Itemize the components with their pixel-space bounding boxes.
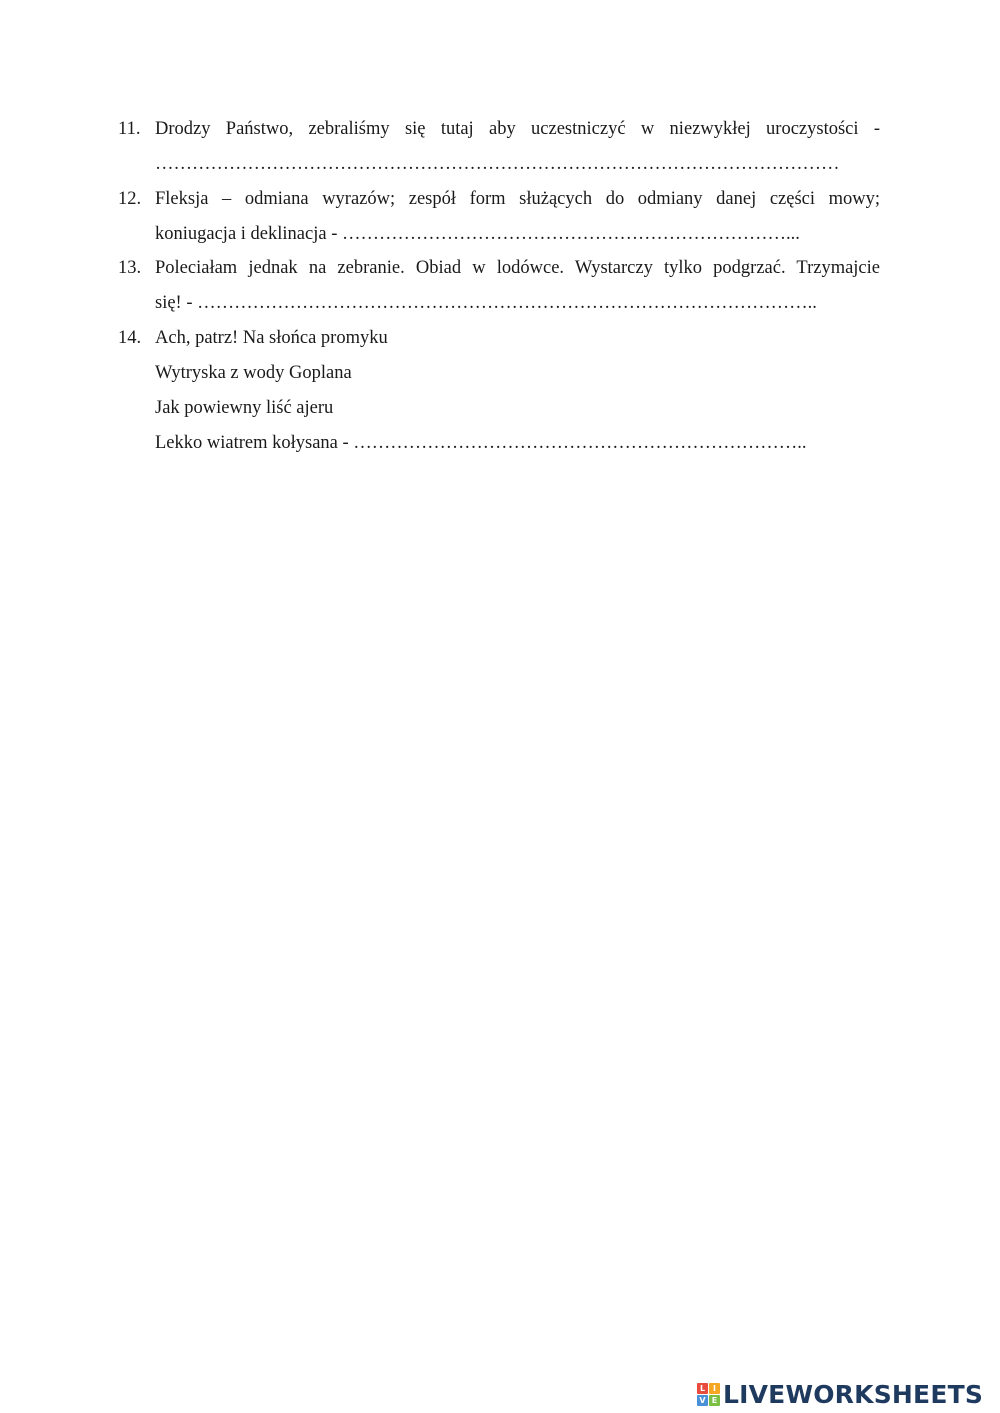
logo-letter-i: I bbox=[709, 1383, 720, 1394]
answer-blank[interactable]: ………………………………………………………………………………………………… bbox=[155, 154, 840, 174]
answer-blank[interactable]: się! - ……………………………………………………………………………………….. bbox=[155, 293, 817, 313]
item-number: 14. bbox=[118, 328, 142, 348]
verse-line: Wytryska z wody Goplana bbox=[155, 363, 352, 383]
item-text: Poleciałam jednak na zebranie. Obiad w lodówce. Wystarczy tylko podgrzać. Trzymajcie bbox=[155, 258, 880, 278]
item-text: Fleksja – odmiana wyrazów; zespół form służących do odmiany danej części mowy; bbox=[155, 189, 880, 209]
answer-blank[interactable]: Lekko wiatrem kołysana - ……………………………………………………………….. bbox=[155, 433, 807, 453]
item-number: 13. bbox=[118, 258, 142, 278]
logo-letter-e: E bbox=[709, 1395, 720, 1406]
logo-letter-l: L bbox=[697, 1383, 708, 1394]
exercise-item-14 bbox=[118, 321, 880, 461]
item-number: 11. bbox=[118, 119, 141, 139]
exercise-item-12 bbox=[118, 182, 880, 252]
item-text: Drodzy Państwo, zebraliśmy się tutaj aby uczestniczyć w niezwykłej uroczystości - bbox=[155, 119, 880, 139]
exercise-item-13 bbox=[118, 251, 880, 321]
item-number: 12. bbox=[118, 189, 142, 209]
verse-line: Jak powiewny liść ajeru bbox=[155, 398, 334, 418]
liveworksheets-logo-text: LIVEWORKSHEETS bbox=[723, 1379, 984, 1409]
logo-letter-v: V bbox=[697, 1395, 708, 1406]
exercise-item-11 bbox=[118, 112, 880, 182]
liveworksheets-logo bbox=[697, 1377, 983, 1411]
answer-blank[interactable]: koniugacja i deklinacja - ………………………………………………………………... bbox=[155, 224, 800, 244]
verse-line: Ach, patrz! Na słońca promyku bbox=[155, 328, 388, 348]
liveworksheets-logo-icon bbox=[697, 1383, 720, 1406]
